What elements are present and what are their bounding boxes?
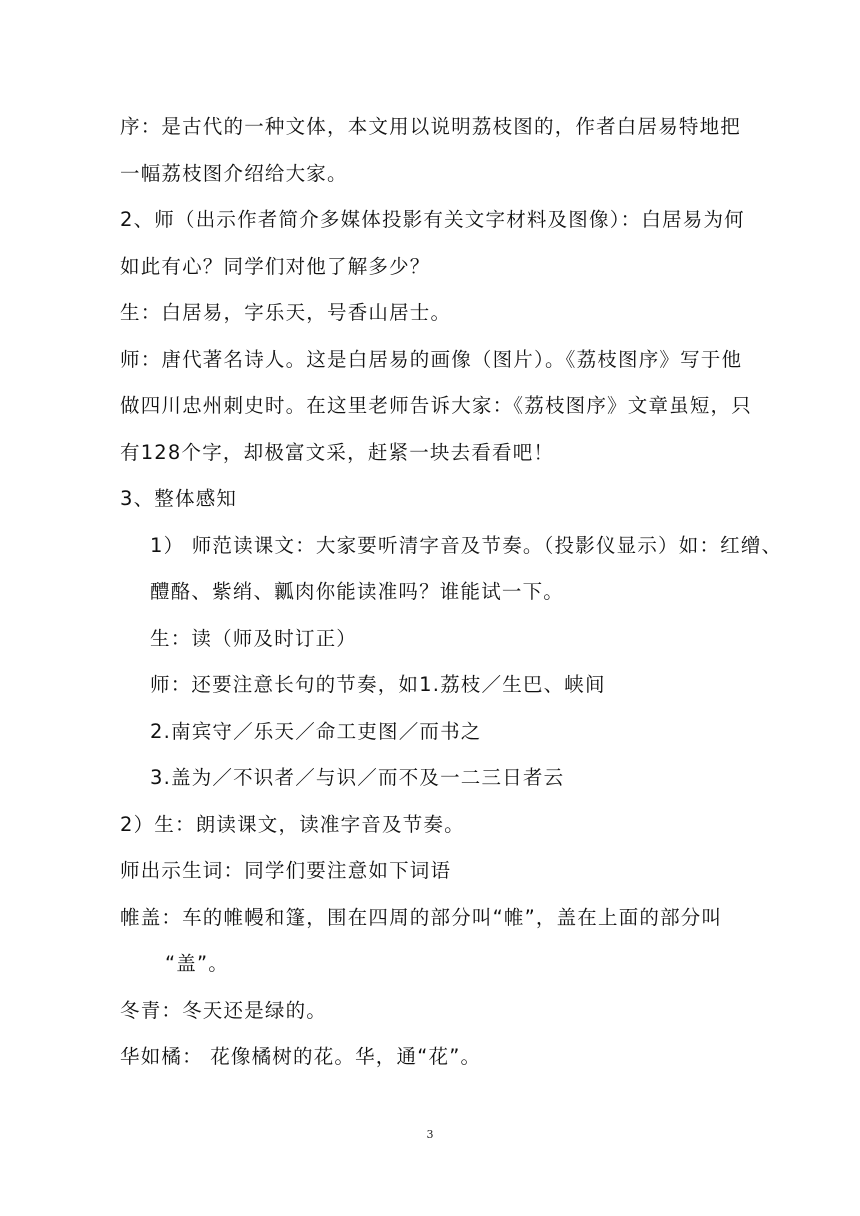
text-line: 一幅荔枝图介绍给大家。 [120, 162, 348, 185]
text-line: 帷盖：车的帷幔和篷，围在四周的部分叫“帷”，盖在上面的部分叫 [120, 906, 723, 929]
text-line: 冬青：冬天还是绿的。 [120, 999, 328, 1022]
page-number: 3 [426, 1128, 434, 1141]
text-line: 如此有心？同学们对他了解多少？ [120, 255, 431, 278]
text-line: 2.南宾守／乐天／命工吏图／而书之 [150, 720, 482, 743]
text-line: 序：是古代的一种文体，本文用以说明荔枝图的，作者白居易特地把 [120, 115, 742, 138]
text-line: 2、师（出示作者简介多媒体投影有关文字材料及图像）：白居易为何 [120, 208, 745, 231]
text-line: 生：白居易，字乐天，号香山居士。 [120, 301, 452, 324]
text-line: 师：唐代著名诗人。这是白居易的画像（图片）。《荔枝图序》写于他 [120, 348, 743, 371]
text-line: 做四川忠州刺史时。在这里老师告诉大家：《荔枝图序》文章虽短，只 [120, 394, 752, 417]
text-line: 3.盖为／不识者／与识／而不及一二三日者云 [150, 766, 565, 789]
text-line: 师出示生词：同学们要注意如下词语 [120, 859, 452, 882]
text-line: 师：还要注意长句的节奏，如1.荔枝／生巴、峡间 [150, 673, 606, 696]
text-line: 醴酪、紫绡、瓤肉你能读准吗？谁能试一下。 [150, 580, 565, 603]
section-heading: 3、整体感知 [120, 487, 238, 510]
text-line: 华如橘： 花像橘树的花。华，通“花”。 [120, 1045, 482, 1068]
text-line: 生：读（师及时订正） [150, 627, 358, 650]
text-line: 2）生：朗读课文，读准字音及节奏。 [120, 813, 465, 836]
text-line: 有128个字，却极富文采，赶紧一块去看看吧！ [120, 441, 555, 464]
text-line: “盖”。 [165, 952, 230, 975]
text-line: 1） 师范读课文：大家要听清字音及节奏。（投影仪显示）如：红缯、 [150, 534, 783, 557]
